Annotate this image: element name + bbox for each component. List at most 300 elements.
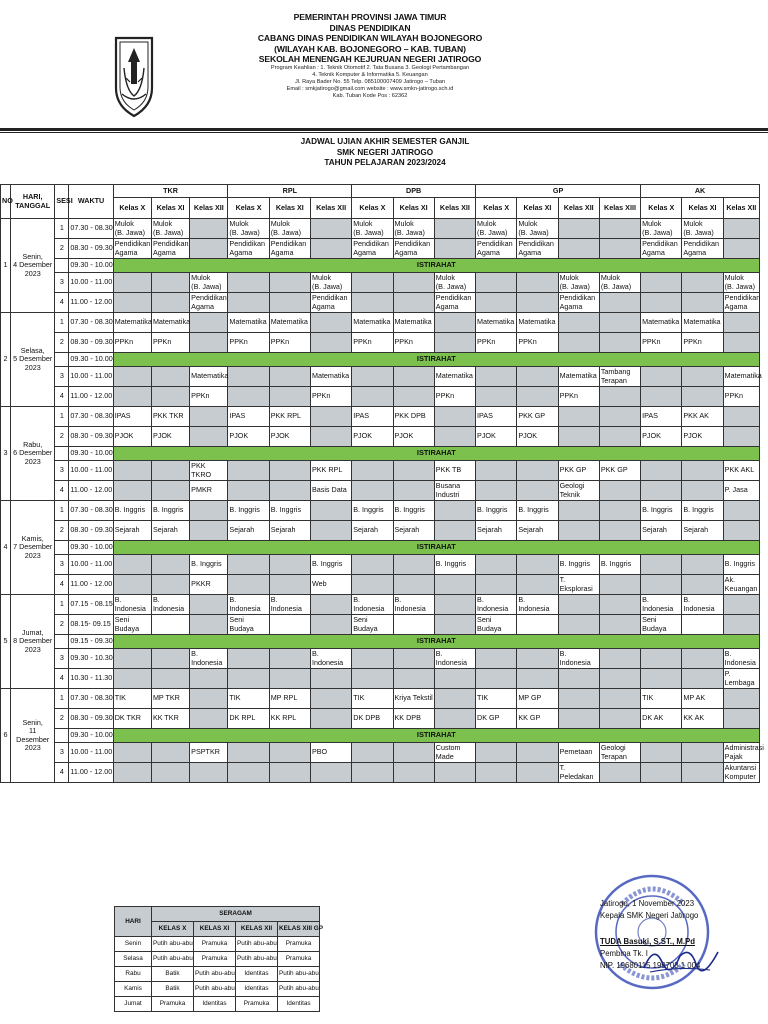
subject-cell (310, 595, 351, 615)
subject-cell: B. Inggris (476, 501, 517, 521)
subject-cell (682, 763, 723, 783)
subject-cell: B. Inggris (723, 555, 759, 575)
subject-cell (393, 743, 434, 763)
subject-cell: Pendidikan Agama (682, 239, 723, 259)
subject-cell (190, 407, 228, 427)
subject-cell: PKK TKR (151, 407, 189, 427)
subject-cell (682, 743, 723, 763)
subject-cell (269, 481, 310, 501)
subject-cell: Pendidikan Agama (269, 239, 310, 259)
subject-cell: B. Inggris (190, 555, 228, 575)
uniform-row (115, 937, 320, 952)
uniform-value: Identitas (278, 997, 320, 1012)
session-number: 2 (55, 615, 69, 635)
uniform-class-header: KELAS X (152, 922, 194, 937)
session-time: 11.00 - 12.00 (69, 763, 113, 783)
subject-cell: TIK (352, 689, 393, 709)
subject-cell: PJOK (476, 427, 517, 447)
session-time: 10.30 - 11.30 (69, 669, 113, 689)
subject-cell (723, 407, 759, 427)
subject-cell (723, 521, 759, 541)
session-number: 4 (55, 387, 69, 407)
subject-cell (599, 239, 640, 259)
subject-cell (151, 387, 189, 407)
subject-cell (476, 555, 517, 575)
subject-cell: Tambang Terapan (599, 367, 640, 387)
break-label: ISTIRAHAT (113, 353, 759, 367)
subject-cell: PPKn (228, 333, 269, 353)
signature-position: Kepala SMK Negeri Jatirogo (600, 911, 699, 920)
header-class: Kelas X (113, 198, 151, 219)
subject-cell: Matematika (558, 367, 599, 387)
subject-cell: T. Eksplorasi (558, 575, 599, 595)
uniform-value: Identitas (236, 982, 278, 997)
uniform-row (115, 967, 320, 982)
session-number: 2 (55, 239, 69, 259)
signature-rank: Pembina Tk. I (600, 949, 648, 958)
session-time: 07.30 - 08.30 (69, 313, 113, 333)
session-row (1, 615, 760, 635)
header-day-date: HARI, TANGGAL (11, 185, 55, 219)
subject-cell (434, 615, 475, 635)
session-row (1, 649, 760, 669)
letterhead-detail-line: Jl. Raya Bader No. 55 Telp. 085100007409 Jatirogo – Tuban (294, 78, 446, 85)
subject-cell (434, 313, 475, 333)
header-program-gp: GP (476, 185, 641, 198)
subject-cell (310, 427, 351, 447)
subject-cell (723, 239, 759, 259)
session-number: 3 (55, 555, 69, 575)
subject-cell (269, 615, 310, 635)
subject-cell: B. Inggris (517, 501, 558, 521)
subject-cell (434, 219, 475, 239)
subject-cell: IPAS (641, 407, 682, 427)
subject-cell (434, 689, 475, 709)
subject-cell: PKKR (190, 575, 228, 595)
session-row (1, 427, 760, 447)
subject-cell: DK TKR (113, 709, 151, 729)
subject-cell (310, 239, 351, 259)
subject-cell (558, 239, 599, 259)
subject-cell (393, 575, 434, 595)
session-row (1, 669, 760, 689)
header-class: Kelas XI (517, 198, 558, 219)
subject-cell: B. Indonesia (151, 595, 189, 615)
subject-cell (352, 669, 393, 689)
subject-cell (190, 521, 228, 541)
subject-cell: MP AK (682, 689, 723, 709)
letterhead-line: SEKOLAH MENENGAH KEJURUAN NEGERI JATIROGO (258, 54, 482, 65)
subject-cell: B. Indonesia (393, 595, 434, 615)
subject-cell (682, 649, 723, 669)
subject-cell (310, 669, 351, 689)
subject-cell: PJOK (641, 427, 682, 447)
subject-cell: Mulok (B. Jawa) (113, 219, 151, 239)
break-time: 09.30 - 10.00 (69, 259, 113, 273)
subject-cell (352, 481, 393, 501)
session-time: 10.00 - 11.00 (69, 743, 113, 763)
subject-cell (228, 461, 269, 481)
uniform-day: Jumat (115, 997, 152, 1012)
subject-cell: B. Indonesia (310, 649, 351, 669)
subject-cell: Pendidikan Agama (310, 293, 351, 313)
day-date: Selasa, 5 Desember 2023 (11, 313, 55, 407)
header-session: SESI (55, 185, 69, 219)
subject-cell: Seni Budaya (476, 615, 517, 635)
subject-cell: KK GP (517, 709, 558, 729)
header-no: NO (1, 185, 11, 219)
day-number: 2 (1, 313, 11, 407)
subject-cell (434, 521, 475, 541)
subject-cell (476, 649, 517, 669)
subject-cell: Ak. Keuangan (723, 575, 759, 595)
subject-cell: T. Peledakan (558, 763, 599, 783)
subject-cell (476, 387, 517, 407)
subject-cell: MP TKR (151, 689, 189, 709)
session-number: 4 (55, 763, 69, 783)
subject-cell: Sejarah (641, 521, 682, 541)
subject-cell: B. Indonesia (228, 595, 269, 615)
uniform-value: Identitas (194, 997, 236, 1012)
subject-cell (151, 273, 189, 293)
uniform-row (115, 997, 320, 1012)
session-time: 10.00 - 11.00 (69, 461, 113, 481)
subject-cell: DK AK (641, 709, 682, 729)
day-date: Senin, 11 Desember 2023 (11, 689, 55, 783)
subject-cell: Pendidikan Agama (191, 293, 227, 311)
uniform-value: Pramuka (236, 997, 278, 1012)
subject-cell: DK RPL (228, 709, 269, 729)
uniform-value: Putih abu-abu (278, 982, 320, 997)
subject-cell (434, 427, 475, 447)
subject-cell (434, 333, 475, 353)
uniform-value: Batik (152, 967, 194, 982)
subject-cell (269, 387, 310, 407)
subject-cell (228, 481, 269, 501)
subject-cell: KK RPL (269, 709, 310, 729)
session-number: 2 (55, 427, 69, 447)
subject-cell: Matematika (393, 313, 434, 333)
subject-cell (393, 481, 434, 501)
session-time: 11.00 - 12.00 (69, 387, 113, 407)
uniform-value: Pramuka (278, 937, 320, 952)
subject-cell (517, 555, 558, 575)
subject-cell: IPAS (476, 407, 517, 427)
subject-cell (682, 367, 723, 387)
subject-cell (723, 595, 759, 615)
subject-cell (113, 669, 151, 689)
subject-cell: MP RPL (269, 689, 310, 709)
subject-cell (641, 273, 682, 293)
subject-cell (476, 367, 517, 387)
subject-cell (393, 669, 434, 689)
subject-cell (310, 689, 351, 709)
break-label: ISTIRAHAT (113, 729, 759, 743)
session-row (1, 709, 760, 729)
subject-cell (310, 615, 351, 635)
subject-cell (151, 367, 189, 387)
subject-cell: PPKn (558, 387, 599, 407)
subject-cell: PPKn (113, 333, 151, 353)
subject-cell (517, 387, 558, 407)
subject-cell: B. Inggris (228, 501, 269, 521)
subject-cell (151, 669, 189, 689)
subject-cell: B. Indonesia (517, 595, 558, 615)
subject-cell: MP GP (517, 689, 558, 709)
break-session-cell (55, 635, 69, 649)
uniform-value: Putih abu-abu (194, 967, 236, 982)
subject-cell (517, 743, 558, 763)
subject-cell (476, 669, 517, 689)
day-date: Jumat, 8 Desember 2023 (11, 595, 55, 689)
subject-cell (228, 293, 269, 313)
session-number: 4 (55, 575, 69, 595)
letterhead-detail-line: Kab. Tuban Kode Pos : 62362 (332, 92, 408, 99)
subject-cell (558, 669, 599, 689)
subject-cell: PPKn (476, 333, 517, 353)
subject-cell (599, 615, 640, 635)
subject-cell (476, 461, 517, 481)
subject-cell (352, 555, 393, 575)
break-label: ISTIRAHAT (113, 447, 759, 461)
subject-cell (113, 763, 151, 783)
day-number: 5 (1, 595, 11, 689)
subject-cell: Mulok (B. Jawa) (310, 273, 351, 293)
uniform-value: Putih abu-abu (278, 967, 320, 982)
session-row (1, 481, 760, 501)
subject-cell (723, 615, 759, 635)
subject-cell: B. Inggris (393, 501, 434, 521)
subject-cell (476, 481, 517, 501)
subject-cell: Seni Budaya (113, 615, 151, 635)
subject-cell: P. Lembaga (723, 669, 759, 689)
subject-cell: TIK (641, 689, 682, 709)
header-class: Kelas X (641, 198, 682, 219)
subject-cell (599, 709, 640, 729)
subject-cell (558, 427, 599, 447)
header-class: Kelas X (476, 198, 517, 219)
subject-cell (599, 293, 640, 313)
subject-cell: PPKn (723, 387, 759, 407)
session-row (1, 595, 760, 615)
subject-cell: B. Indonesia (113, 595, 151, 615)
subject-cell (682, 615, 723, 635)
subject-cell: PPKn (393, 333, 434, 353)
subject-cell: B. Inggris (151, 501, 189, 521)
subject-cell (517, 575, 558, 595)
subject-cell: PJOK (393, 427, 434, 447)
subject-cell: Matematika (113, 313, 151, 333)
subject-cell: Matematika (723, 367, 759, 387)
subject-cell (558, 689, 599, 709)
subject-cell (352, 387, 393, 407)
session-number: 1 (55, 313, 69, 333)
subject-cell (476, 763, 517, 783)
header-class: Kelas XI (682, 198, 723, 219)
subject-cell (310, 313, 351, 333)
subject-cell: Seni Budaya (228, 615, 269, 635)
subject-cell: Pendidikan Agama (517, 239, 558, 259)
subject-cell (517, 763, 558, 783)
subject-cell (682, 273, 723, 293)
session-time: 07.30 - 08.30 (69, 219, 113, 239)
subject-cell (352, 461, 393, 481)
subject-cell: Mulok (B. Jawa) (723, 273, 759, 293)
subject-cell (517, 293, 558, 313)
uniform-value: Pramuka (152, 997, 194, 1012)
break-session-cell (55, 259, 69, 273)
subject-cell (228, 763, 269, 783)
uniform-value: Putih abu-abu (152, 952, 194, 967)
header-class: Kelas XII (310, 198, 351, 219)
subject-cell: DK DPB (352, 709, 393, 729)
subject-cell (352, 743, 393, 763)
uniform-header-day: HARI (115, 907, 152, 937)
subject-cell: B. Indonesia (190, 649, 228, 669)
subject-cell: PPKn (352, 333, 393, 353)
letterhead-rule-thin (0, 132, 768, 133)
subject-cell: Mulok (B. Jawa) (641, 219, 682, 239)
uniform-row (115, 952, 320, 967)
break-time: 09.30 - 10.00 (69, 729, 113, 743)
subject-cell (723, 501, 759, 521)
subject-cell (228, 649, 269, 669)
subject-cell (434, 239, 475, 259)
session-number: 4 (55, 293, 69, 313)
subject-cell (723, 219, 759, 239)
day-date: Senin, 4 Desember 2023 (11, 219, 55, 313)
subject-cell: Akuntansi Komputer (723, 763, 759, 783)
subject-cell (599, 387, 640, 407)
header-class: Kelas XI (151, 198, 189, 219)
subject-cell (113, 367, 151, 387)
subject-cell: PPKn (151, 333, 189, 353)
subject-cell (682, 669, 723, 689)
subject-cell (641, 575, 682, 595)
subject-cell (517, 615, 558, 635)
uniform-value: Batik (152, 982, 194, 997)
subject-cell: PPKn (682, 333, 723, 353)
subject-cell (190, 689, 228, 709)
subject-cell (113, 481, 151, 501)
subject-cell: Basis Data (310, 481, 351, 501)
subject-cell (476, 273, 517, 293)
session-number: 3 (55, 273, 69, 293)
subject-cell (599, 649, 640, 669)
subject-cell (310, 333, 351, 353)
subject-cell: PJOK (269, 427, 310, 447)
subject-cell: Sejarah (682, 521, 723, 541)
subject-cell (393, 293, 434, 313)
subject-cell (269, 575, 310, 595)
subject-cell (723, 689, 759, 709)
subject-cell: PMKR (190, 481, 228, 501)
uniform-day: Rabu (115, 967, 152, 982)
session-row (1, 367, 760, 387)
subject-cell (641, 763, 682, 783)
subject-cell: B. Inggris (682, 501, 723, 521)
subject-cell: Sejarah (113, 521, 151, 541)
subject-cell (228, 555, 269, 575)
signature-name: TUDA Basuki, S.ST., M.Pd (600, 937, 696, 946)
subject-cell: Geologi Terapan (599, 743, 640, 763)
subject-cell (641, 461, 682, 481)
subject-cell (310, 501, 351, 521)
subject-cell (641, 387, 682, 407)
subject-cell: IPAS (113, 407, 151, 427)
subject-cell (599, 313, 640, 333)
subject-cell (476, 293, 517, 313)
letterhead-line: DINAS PENDIDIKAN (329, 22, 411, 33)
subject-cell (190, 313, 228, 333)
header-class: Kelas XIII (599, 198, 640, 219)
subject-cell (310, 709, 351, 729)
subject-cell (682, 555, 723, 575)
subject-cell: PPKn (269, 333, 310, 353)
uniform-day: Kamis (115, 982, 152, 997)
subject-cell (352, 649, 393, 669)
letterhead (0, 0, 768, 136)
subject-cell (641, 555, 682, 575)
session-time: 10.00 - 11.00 (69, 367, 113, 387)
header-class: Kelas XII (558, 198, 599, 219)
subject-cell: Sejarah (393, 521, 434, 541)
subject-cell (599, 669, 640, 689)
subject-cell: PJOK (228, 427, 269, 447)
subject-cell (393, 615, 434, 635)
break-row (1, 259, 760, 273)
subject-cell (151, 555, 189, 575)
letterhead-detail-line: Email : smkjatirogo@gmail.com website : www.smkn-jatirogo.sch.id (286, 85, 454, 92)
subject-cell (190, 427, 228, 447)
subject-cell (599, 763, 640, 783)
session-number: 3 (55, 743, 69, 763)
header-program-ak: AK (641, 185, 760, 198)
break-label: ISTIRAHAT (113, 635, 759, 649)
subject-cell: TIK (476, 689, 517, 709)
uniform-day: Selasa (115, 952, 152, 967)
subject-cell: Mulok (B. Jawa) (517, 219, 558, 239)
session-time: 10.00 - 11.00 (69, 273, 113, 293)
session-number: 2 (55, 521, 69, 541)
uniform-value: Putih abu-abu (194, 982, 236, 997)
subject-cell: Mulok (B. Jawa) (269, 219, 310, 239)
exam-schedule-table (0, 184, 764, 783)
uniform-value: Pramuka (194, 937, 236, 952)
subject-cell: B. Inggris (558, 555, 599, 575)
break-row (1, 447, 760, 461)
subject-cell (151, 575, 189, 595)
subject-cell: PPKn (434, 387, 475, 407)
subject-cell (599, 427, 640, 447)
letterhead-line: (WILAYAH KAB. BOJONEGORO – KAB. TUBAN) (274, 43, 466, 54)
title-line-2: SMK NEGERI JATIROGO (336, 147, 434, 157)
subject-cell (151, 615, 189, 635)
session-row (1, 239, 760, 259)
break-time: 09.30 - 10.00 (69, 447, 113, 461)
session-row (1, 219, 760, 239)
subject-cell (190, 709, 228, 729)
session-time: 08.15- 09.15 (69, 615, 113, 635)
subject-cell: Sejarah (476, 521, 517, 541)
letterhead-rule (0, 128, 768, 131)
subject-cell (641, 367, 682, 387)
subject-cell (476, 575, 517, 595)
subject-cell: Matematika (269, 313, 310, 333)
subject-cell (310, 219, 351, 239)
subject-cell (434, 763, 475, 783)
subject-cell: KK AK (682, 709, 723, 729)
